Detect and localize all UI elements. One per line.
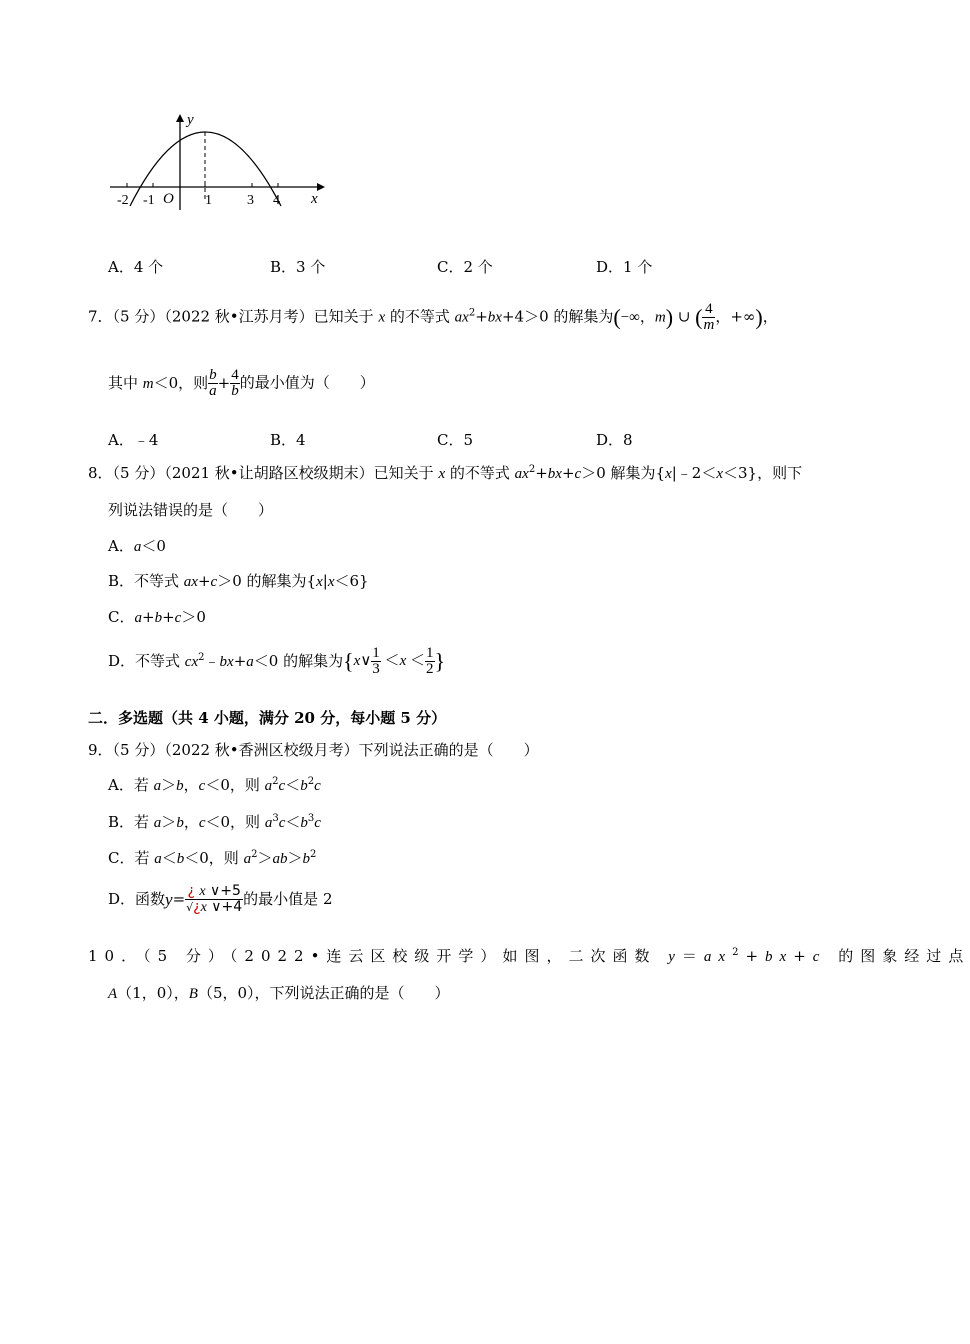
q9-line1: 9．（5 分）（2022 秋•香洲区校级月考）下列说法正确的是（ ） bbox=[88, 741, 539, 759]
y-label: y bbox=[187, 112, 194, 128]
q7-score: （5 分） bbox=[112, 307, 165, 326]
q9-option-d[interactable]: D．函数y= $\frac{¿ x \vee+5}{√¿x \vee+4}$ 的最小值是 2 bbox=[108, 883, 333, 915]
q7-option-b[interactable]: B．4 bbox=[270, 431, 306, 449]
q6-option-c[interactable]: C．2 个 bbox=[437, 258, 493, 276]
q6-option-a[interactable]: A．4 个 bbox=[108, 258, 164, 276]
x-axis-arrow bbox=[317, 183, 325, 191]
parabola-graph bbox=[105, 110, 335, 215]
q8-option-a[interactable]: A．a＜0 bbox=[108, 537, 166, 555]
q7-expr-frac2: $\frac{4}{b}$ bbox=[231, 367, 239, 399]
q8-line1: 8．（5 分）（2021 秋•让胡路区校级期末）已知关于 x 的不等式 $ax^2+bx+c>0$ 解集为{x|﹣2＜x＜3}，则下 bbox=[88, 464, 803, 482]
q7-option-a[interactable]: A．﹣4 bbox=[108, 431, 159, 449]
q7-option-d[interactable]: D．8 bbox=[596, 431, 633, 449]
q8-line2: 列说法错误的是（ ） bbox=[108, 501, 274, 519]
q7-source: （2022 秋•江苏月考） bbox=[164, 307, 314, 326]
tick-label: -1 bbox=[143, 193, 155, 208]
q8-option-c[interactable]: C．a+b+c＞0 bbox=[108, 608, 206, 626]
q9-option-b[interactable]: B．若 a＞b，c＜0，则 $a^3c<b^3c$ bbox=[108, 813, 321, 831]
q9-option-a[interactable]: A．若 a＞b，c＜0，则 $a^2c<b^2c$ bbox=[108, 776, 321, 794]
section2-title: 二．多选题（共 4 小题，满分 20 分，每小题 5 分） bbox=[88, 709, 447, 727]
q7-line1: 7．（5 分）（2022 秋•江苏月考）已知关于 x 的不等式 $ax^2+bx+4>0$ 的解集为(−∞，m) ∪ ( $\frac{4}{m}$ ，+∞)， bbox=[88, 301, 778, 333]
tick-label: -2 bbox=[117, 193, 129, 208]
q7-line2: 其中 m＜0，则 $\frac{b}{a}$ + $\frac{4}{b}$ 的最小值为（ ） bbox=[108, 367, 375, 399]
q9-option-c[interactable]: C．若 a＜b＜0，则 $a^2>ab>b^2$ bbox=[108, 849, 317, 867]
x-label: x bbox=[311, 191, 318, 207]
y-axis-arrow bbox=[176, 114, 184, 122]
q6-option-d[interactable]: D．1 个 bbox=[596, 258, 653, 276]
tick-label: 3 bbox=[247, 193, 254, 208]
q10-line1: 10．（5 分）（2022•连云区校级开学）如图，二次函数 $y=ax^2+bx+c$ 的图象经过点 bbox=[88, 947, 970, 965]
q8-option-b[interactable]: B．不等式 ax+c＞0 的解集为{x|x＜6} bbox=[108, 572, 369, 590]
q8-option-d[interactable]: D．不等式 $cx^2﹣bx+a<0$ 的解集为{x∨ $\frac{1}{3}$ ＜x ＜ $\frac{1}{2}$ } bbox=[108, 645, 446, 677]
q6-option-b[interactable]: B．3 个 bbox=[270, 258, 326, 276]
tick-label: 4 bbox=[273, 193, 280, 208]
q7-expr-frac1: $\frac{b}{a}$ bbox=[209, 367, 217, 399]
origin-label: O bbox=[163, 191, 174, 207]
q10-line2: A（1，0），B（5，0），下列说法正确的是（ ） bbox=[108, 984, 450, 1002]
q7-number: 7． bbox=[88, 307, 113, 326]
q7-option-c[interactable]: C．5 bbox=[437, 431, 474, 449]
tick-label: 1 bbox=[205, 193, 212, 208]
